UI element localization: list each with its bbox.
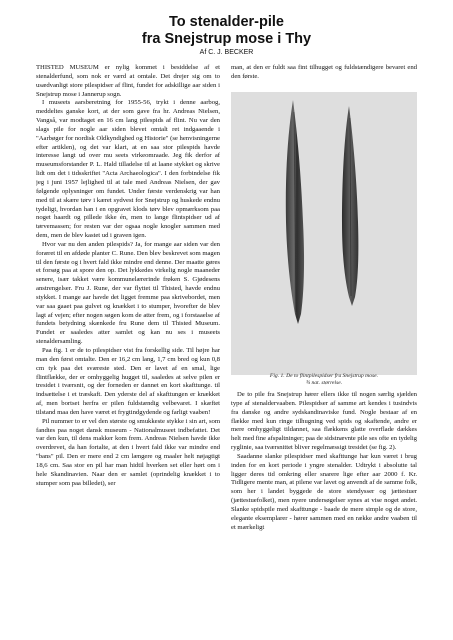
right-bottom-paragraph-1: De to pile fra Snejstrup hører ellers ikke til nogen særlig sjælden type af stenaldervaaben. Pilespidser af samme art kendes i tusindvis fra danske og andre sydskandinaviske fund. Nogle bestaar af en flække med kun ringe tilhugning ved spids og skaftende, andre er mere omhyggeligt tildannet, saa flækkens glatte overflade dækkes helt med fine afspaltninger; paa de sidstnævnte pile ses ofte en tydelig ryglinie, saa tværsnittet bliver regelmæssigt tresidet (se fig. 2). xyxy=(231,391,417,452)
left-paragraph-2: I museets aarsberetning for 1955-56, trykt i denne aarbog, meddeltes ganske kort, at der som gave fra hr. Andreas Nielsen, Vangså, var modtaget en 16 cm lang pilespids af flint. Nu var den slags pile for nogle aar siden blevet omtalt ret indgaaende i "Aarbøger for nordisk Oldkyndighed og Historie" (se henvisningerne efter artiklen), og det var klart, at en saa stor pilespids havde interesse langt ud over mu seets virkeomraade. Jeg fik derfor af museumsforstander P. L. Hald tilladelse til at laane stykket og skrive lidt om det i tidsskriftet "Acta Archaeologica". I den forbindelse fik jeg i juni 1957 lejlighed til at tale med Andreas Nielsen, der gav følgende oplysninger om fundet. Under første verdenskrig var han med til at skære tørv i kæret sydvest for Snejstrup og huskede endnu tydeligt, hvordan han i en opgravet klods tørv blev opmærksom paa noget haardt og pillede ikke én, men to lange flintspidser ud af tørvemassen; for resten var der ogsaa nogle knogler sammen med dem, men de blev kastet ud i graven igen. xyxy=(36,99,220,240)
left-paragraph-1: THISTED MUSEUM er nylig kommet i besiddelse af et stenalderfund, som nok er værd at omtale. Det drejer sig om to usædvanligt store pilespidser af flint, fundet for adskillige aar siden i Snejstrup mose i Jannerup sogn. xyxy=(36,64,220,98)
article-author: Af C. J. BECKER xyxy=(199,49,254,56)
left-paragraph-4: Paa fig. 1 er de to pilespidser vist fra forskellig side. Til højre har man den først omtalte. Den er 16,2 cm lang, 1,7 cm bred og kun 0,8 cm tyk paa det sværeste sted. Den er lavet af en smal, lige flintflække, der er omhyggelig hugget til, saaledes at selve pilen er tresidet i tværsnit, og der forneden er dannet en kort skafttunge. til indsættelse i et træskaft. Den yderste del af skafttungen er knækket af, men bortset herfra er pilen fuldstændig velbevaret. I skæftet tilstand maa den have været et frygtindgydende og farligt vaaben! xyxy=(36,347,220,416)
article-title-line2: fra Snejstrup mose i Thy xyxy=(141,31,312,47)
caption-line-2: ¾ nat. størrelse. xyxy=(305,380,343,386)
left-column xyxy=(36,64,220,632)
flint-arrowheads-illustration xyxy=(231,92,417,375)
right-bottom-paragraph-2: Saadanne slanke pilespidser med skafttunge har kun været i brug inden for en kort periode i yngre stenalder. Udtrykt i absolutte tal ligger deres tid omkring eller snarere lige efter aar 2000 f. Kr. Tidligere mente man, at pilene var lavet og anvendt af de samme folk, som her i landet byggede de store stendysser og jættestuer (jættestuefolket), men nyere undersøgelser synes at vise noget andet. Slanke spidspile med skafttunge - baade de mere simple og de store, elegante eksemplarer - hører sammen med en række andre vaaben til et mærkeligt xyxy=(231,452,417,531)
arrowheads-photo xyxy=(231,92,417,375)
right-column-bottom xyxy=(231,391,417,634)
right-column-top xyxy=(231,64,417,84)
figure-caption xyxy=(231,373,417,387)
left-paragraph-5: Pil nummer to er vel den største og smukkeste stykke i sin art, som fandtes paa noget dansk museum - Nationalmuseet indbefattet. Det var den kun, til dens makker kom frem. Andreas Nielsen havde ikke overdrevet, da han fortalte, at den i hvert fald ikke var mindre end "bans" pil. Den er mere end 2 cm længere og maaler helt nøjagtigt 18,6 cm. Saa stor en pil har man hidtil hverken set eller hørt om i hele Skandinavien. Naar den er samlet (oprindelig knækket i to stumper som paa billedet), ser xyxy=(36,417,220,487)
right-top-paragraph: man, at den er fuldt saa fint tilhugget og fuldstændigere bevaret end den første. xyxy=(231,64,417,80)
left-paragraph-3: Hvor var nu den anden pilespids? Ja, for mange aar siden var den foræret til en afdøde planter C. Rune. Den blev beskrevet som magen til den første og i hvert fald ikke mindre end denne. Der maatte gøres et forsøg paa at spore den op. Det lykkedes virkelig nogle maaneder senere, især takket være kommunelærerinde frøken S. Gjødesens anstrengelser. Fru J. Rune, der var flyttet til Thisted, havde endnu stykket. I mange aar havde det ligget fremme paa skrivebordet, men var saa gaaet paa gulvet og knækket i to stumper, hvorefter de blev lagt af vejen; efter nogen søgen kom de atter frem, og i forstaaelse af fundets betydning skænkede fru Rune dem til Thisted Museum. Fundet er saaledes atter samlet og kan nu ses i museets stenaldersamling. xyxy=(36,240,220,346)
article-title-line1: To stenalder-pile xyxy=(169,14,284,30)
caption-line-1: Fig. 1. De to flintpilespidser fra Snejstrup mose. xyxy=(269,373,379,379)
